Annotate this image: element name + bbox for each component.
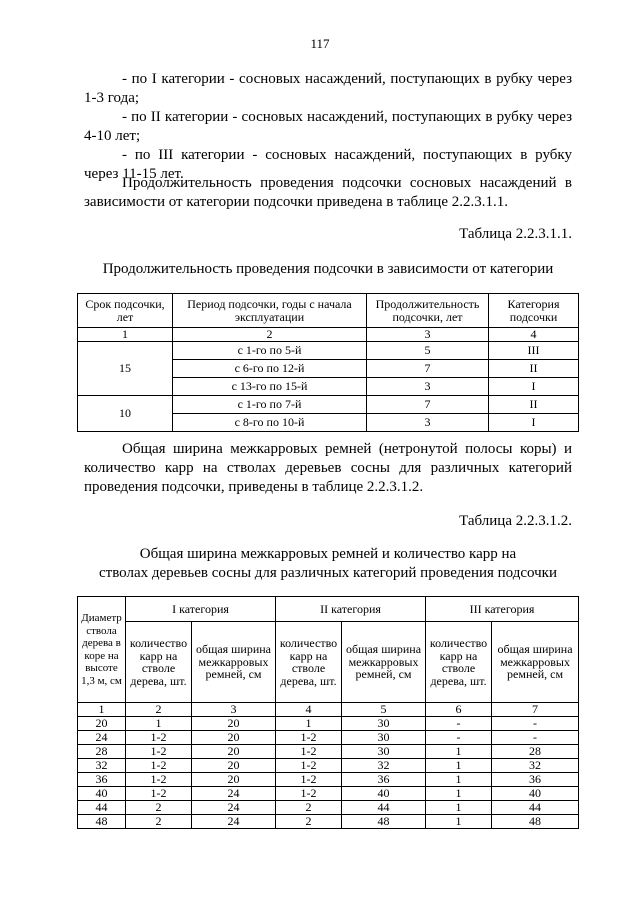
value-cell: 30 — [342, 716, 426, 730]
table-row — [78, 744, 579, 758]
table-header-row — [78, 294, 579, 328]
header-duration: Продолжительность подсочки, лет — [367, 294, 489, 328]
period-cell: с 1-го по 5-й — [173, 342, 367, 360]
table-subheader-row — [78, 622, 579, 703]
value-cell: 1 — [426, 758, 492, 772]
category-cell: II — [489, 360, 579, 378]
value-cell: 20 — [192, 772, 276, 786]
value-cell: - — [492, 730, 579, 744]
value-cell: 28 — [492, 744, 579, 758]
table1-caption: Продолжительность проведения подсочки в зависимости от категории — [102, 261, 554, 277]
header-period: Период подсочки, годы с начала эксплуатации — [173, 294, 367, 328]
diameter-cell: 20 — [78, 716, 126, 730]
table2-body — [78, 716, 579, 828]
period-cell: с 13-го по 15-й — [173, 378, 367, 396]
value-cell: - — [492, 716, 579, 730]
diameter-cell: 36 — [78, 772, 126, 786]
col-number: 1 — [78, 703, 126, 717]
period-cell: с 6-го по 12-й — [173, 360, 367, 378]
term-cell: 10 — [78, 396, 173, 432]
duration-cell: 7 — [367, 396, 489, 414]
duration-cell: 3 — [367, 378, 489, 396]
header-width: общая ширина межкарровых ремней, см — [492, 622, 579, 703]
col-number: 6 — [426, 703, 492, 717]
category-cell: I — [489, 378, 579, 396]
header-diameter: Диаметр ствола дерева в коре на высоте 1,3 м, см — [78, 597, 126, 703]
value-cell: 24 — [192, 800, 276, 814]
value-cell: 1 — [276, 716, 342, 730]
table-row — [78, 800, 579, 814]
table1-label: Таблица 2.2.3.1.1. — [459, 226, 572, 242]
header-category: Категория подсочки — [489, 294, 579, 328]
value-cell: 20 — [192, 758, 276, 772]
table2-label: Таблица 2.2.3.1.2. — [459, 513, 572, 529]
list-item-category-3: - по III категории - сосновых насаждений, поступающих в рубку через 11-15 лет. — [84, 147, 572, 182]
value-cell: 48 — [492, 814, 579, 828]
value-cell: 40 — [342, 786, 426, 800]
header-width: общая ширина межкарровых ремней, см — [342, 622, 426, 703]
header-category-3: III категория — [426, 597, 579, 622]
value-cell: 1-2 — [276, 758, 342, 772]
category-cell: III — [489, 342, 579, 360]
col-number: 4 — [276, 703, 342, 717]
table-belt-width — [77, 596, 579, 829]
value-cell: 40 — [492, 786, 579, 800]
value-cell: 1-2 — [276, 786, 342, 800]
diameter-cell: 44 — [78, 800, 126, 814]
value-cell: 1-2 — [126, 744, 192, 758]
col-number: 3 — [367, 328, 489, 342]
value-cell: 2 — [126, 800, 192, 814]
diameter-cell: 32 — [78, 758, 126, 772]
diameter-cell: 24 — [78, 730, 126, 744]
col-number: 1 — [78, 328, 173, 342]
table-row — [78, 814, 579, 828]
category-cell: II — [489, 396, 579, 414]
header-count: количество карр на стволе дерева, шт. — [276, 622, 342, 703]
value-cell: 30 — [342, 730, 426, 744]
value-cell: 44 — [342, 800, 426, 814]
table-row — [78, 730, 579, 744]
table-number-row — [78, 703, 579, 717]
table-row — [78, 786, 579, 800]
table-number-row — [78, 328, 579, 342]
value-cell: 2 — [276, 800, 342, 814]
period-cell: с 8-го по 10-й — [173, 414, 367, 432]
period-cell: с 1-го по 7-й — [173, 396, 367, 414]
value-cell: 32 — [342, 758, 426, 772]
value-cell: 1-2 — [126, 758, 192, 772]
header-term: Срок подсочки, лет — [78, 294, 173, 328]
value-cell: 1 — [426, 772, 492, 786]
value-cell: 1-2 — [126, 786, 192, 800]
col-number: 2 — [173, 328, 367, 342]
table-duration — [77, 293, 579, 432]
value-cell: - — [426, 730, 492, 744]
value-cell: 20 — [192, 716, 276, 730]
value-cell: 1-2 — [276, 730, 342, 744]
value-cell: 36 — [492, 772, 579, 786]
header-count: количество карр на стволе дерева, шт. — [426, 622, 492, 703]
list-item-category-2: - по II категории - сосновых насаждений, поступающих в рубку через 4-10 лет; — [84, 109, 572, 144]
value-cell: 1 — [426, 744, 492, 758]
diameter-cell: 48 — [78, 814, 126, 828]
value-cell: 1 — [426, 786, 492, 800]
table-row — [78, 758, 579, 772]
diameter-cell: 28 — [78, 744, 126, 758]
table2-caption-line2: стволах деревьев сосны для различных категорий проведения подсочки — [98, 565, 557, 581]
term-cell: 15 — [78, 342, 173, 396]
value-cell: 1 — [426, 800, 492, 814]
duration-cell: 7 — [367, 360, 489, 378]
value-cell: 1-2 — [276, 744, 342, 758]
duration-cell: 5 — [367, 342, 489, 360]
diameter-cell: 40 — [78, 786, 126, 800]
category-cell: I — [489, 414, 579, 432]
header-count: количество карр на стволе дерева, шт. — [126, 622, 192, 703]
page-number: 117 — [310, 36, 330, 51]
table-row — [78, 396, 579, 414]
value-cell: 30 — [342, 744, 426, 758]
value-cell: 1 — [426, 814, 492, 828]
table-row — [78, 772, 579, 786]
value-cell: 1-2 — [126, 772, 192, 786]
value-cell: 32 — [492, 758, 579, 772]
value-cell: 44 — [492, 800, 579, 814]
value-cell: 1 — [126, 716, 192, 730]
value-cell: 36 — [342, 772, 426, 786]
table-row — [78, 716, 579, 730]
table-header-row — [78, 597, 579, 622]
col-number: 7 — [492, 703, 579, 717]
col-number: 2 — [126, 703, 192, 717]
value-cell: 2 — [126, 814, 192, 828]
value-cell: 1-2 — [276, 772, 342, 786]
value-cell: 48 — [342, 814, 426, 828]
col-number: 3 — [192, 703, 276, 717]
list-item-category-1: - по I категории - сосновых насаждений, поступающих в рубку через 1-3 года; — [84, 71, 572, 106]
value-cell: 2 — [276, 814, 342, 828]
value-cell: 24 — [192, 814, 276, 828]
col-number: 5 — [342, 703, 426, 717]
value-cell: 20 — [192, 730, 276, 744]
paragraph-belt-width: Общая ширина межкарровых ремней (нетронутой полосы коры) и количество карр на стволах деревьев сосны для различных категорий проведения подсочки, приведены в таблице 2.2.3.1.2. — [84, 441, 572, 495]
header-category-2: II категория — [276, 597, 426, 622]
table-row — [78, 342, 579, 360]
value-cell: 1-2 — [126, 730, 192, 744]
col-number: 4 — [489, 328, 579, 342]
table2-caption-line1: Общая ширина межкарровых ремней и количество карр на — [139, 546, 517, 562]
header-width: общая ширина межкарровых ремней, см — [192, 622, 276, 703]
value-cell: - — [426, 716, 492, 730]
value-cell: 24 — [192, 786, 276, 800]
paragraph-duration: Продолжительность проведения подсочки сосновых насаждений в зависимости от категории подсочки приведена в таблице 2.2.3.1.1. — [84, 175, 572, 210]
header-category-1: I категория — [126, 597, 276, 622]
value-cell: 20 — [192, 744, 276, 758]
duration-cell: 3 — [367, 414, 489, 432]
